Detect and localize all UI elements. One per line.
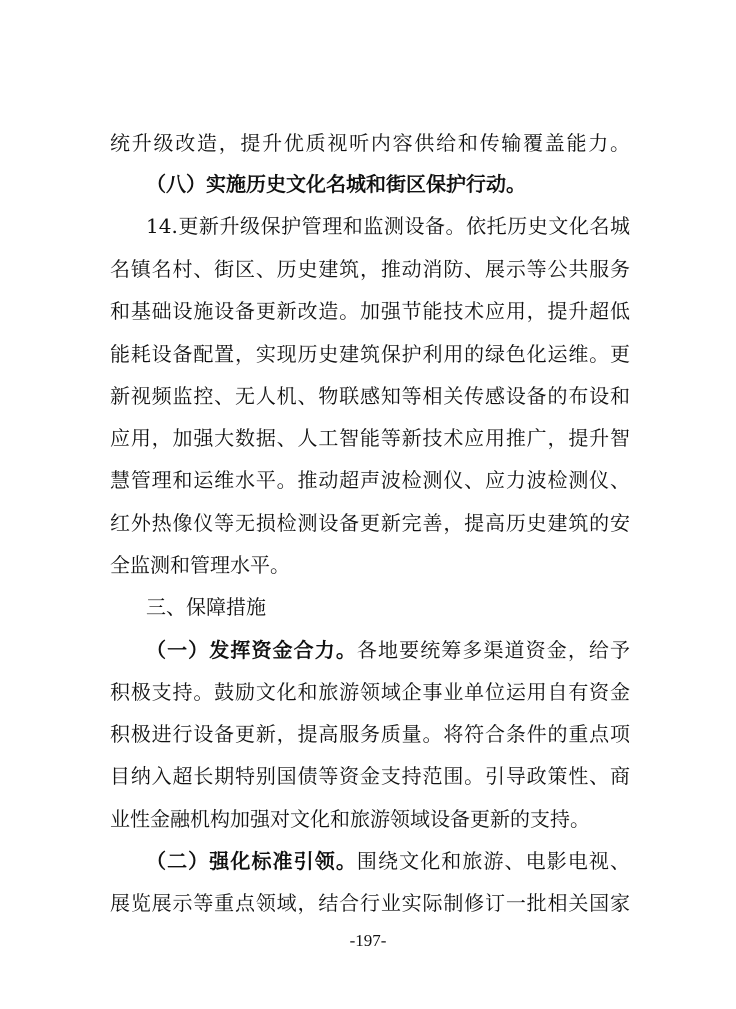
measure-2-text: 围绕文化和旅游、电影电视、 (356, 849, 631, 873)
measure-1-first-line (146, 636, 630, 664)
section-heading-3: 三、保障措施 (146, 595, 266, 619)
paragraph-line: 积极支持。鼓励文化和旅游领域企事业单位运用自有资金 (110, 680, 630, 704)
measure-1-heading: （一）发挥资金合力。 (146, 638, 357, 662)
paragraph-line: 新视频监控、无人机、物联感知等相关传感设备的布设和 (110, 384, 630, 408)
paragraph-line: 和基础设施设备更新改造。加强节能技术应用，提升超低 (110, 299, 630, 323)
paragraph-line: 全监测和管理水平。 (110, 553, 290, 577)
paragraph-line: 统升级改造，提升优质视听内容供给和传输覆盖能力。 (110, 131, 630, 155)
paragraph-line: 业性金融机构加强对文化和旅游领域设备更新的支持。 (110, 807, 590, 831)
page-number: -197- (349, 931, 387, 950)
paragraph-line: 慧管理和运维水平。推动超声波检测仪、应力波检测仪、 (110, 468, 630, 492)
paragraph-line: 目纳入超长期特别国债等资金支持范围。引导政策性、商 (110, 764, 630, 788)
paragraph-line: 积极进行设备更新，提高服务质量。将符合条件的重点项 (110, 722, 630, 746)
paragraph-line: 红外热像仪等无损检测设备更新完善，提高历史建筑的安 (110, 511, 630, 535)
measure-2-heading: （二）强化标准引领。 (146, 849, 357, 873)
section-heading-8: （八）实施历史文化名城和街区保护行动。 (146, 172, 526, 196)
paragraph-line: 应用，加强大数据、人工智能等新技术应用推广，提升智 (110, 426, 630, 450)
item-14-first-line: 14.更新升级保护管理和监测设备。依托历史文化名城 (146, 214, 630, 238)
measure-2-first-line (146, 847, 630, 875)
paragraph-line: 展览展示等重点领域，结合行业实际制修订一批相关国家 (110, 891, 630, 915)
paragraph-line: 能耗设备配置，实现历史建筑保护利用的绿色化运维。更 (110, 342, 630, 366)
paragraph-line: 名镇名村、街区、历史建筑，推动消防、展示等公共服务 (110, 257, 630, 281)
measure-1-text: 各地要统筹多渠道资金，给予 (356, 638, 631, 662)
